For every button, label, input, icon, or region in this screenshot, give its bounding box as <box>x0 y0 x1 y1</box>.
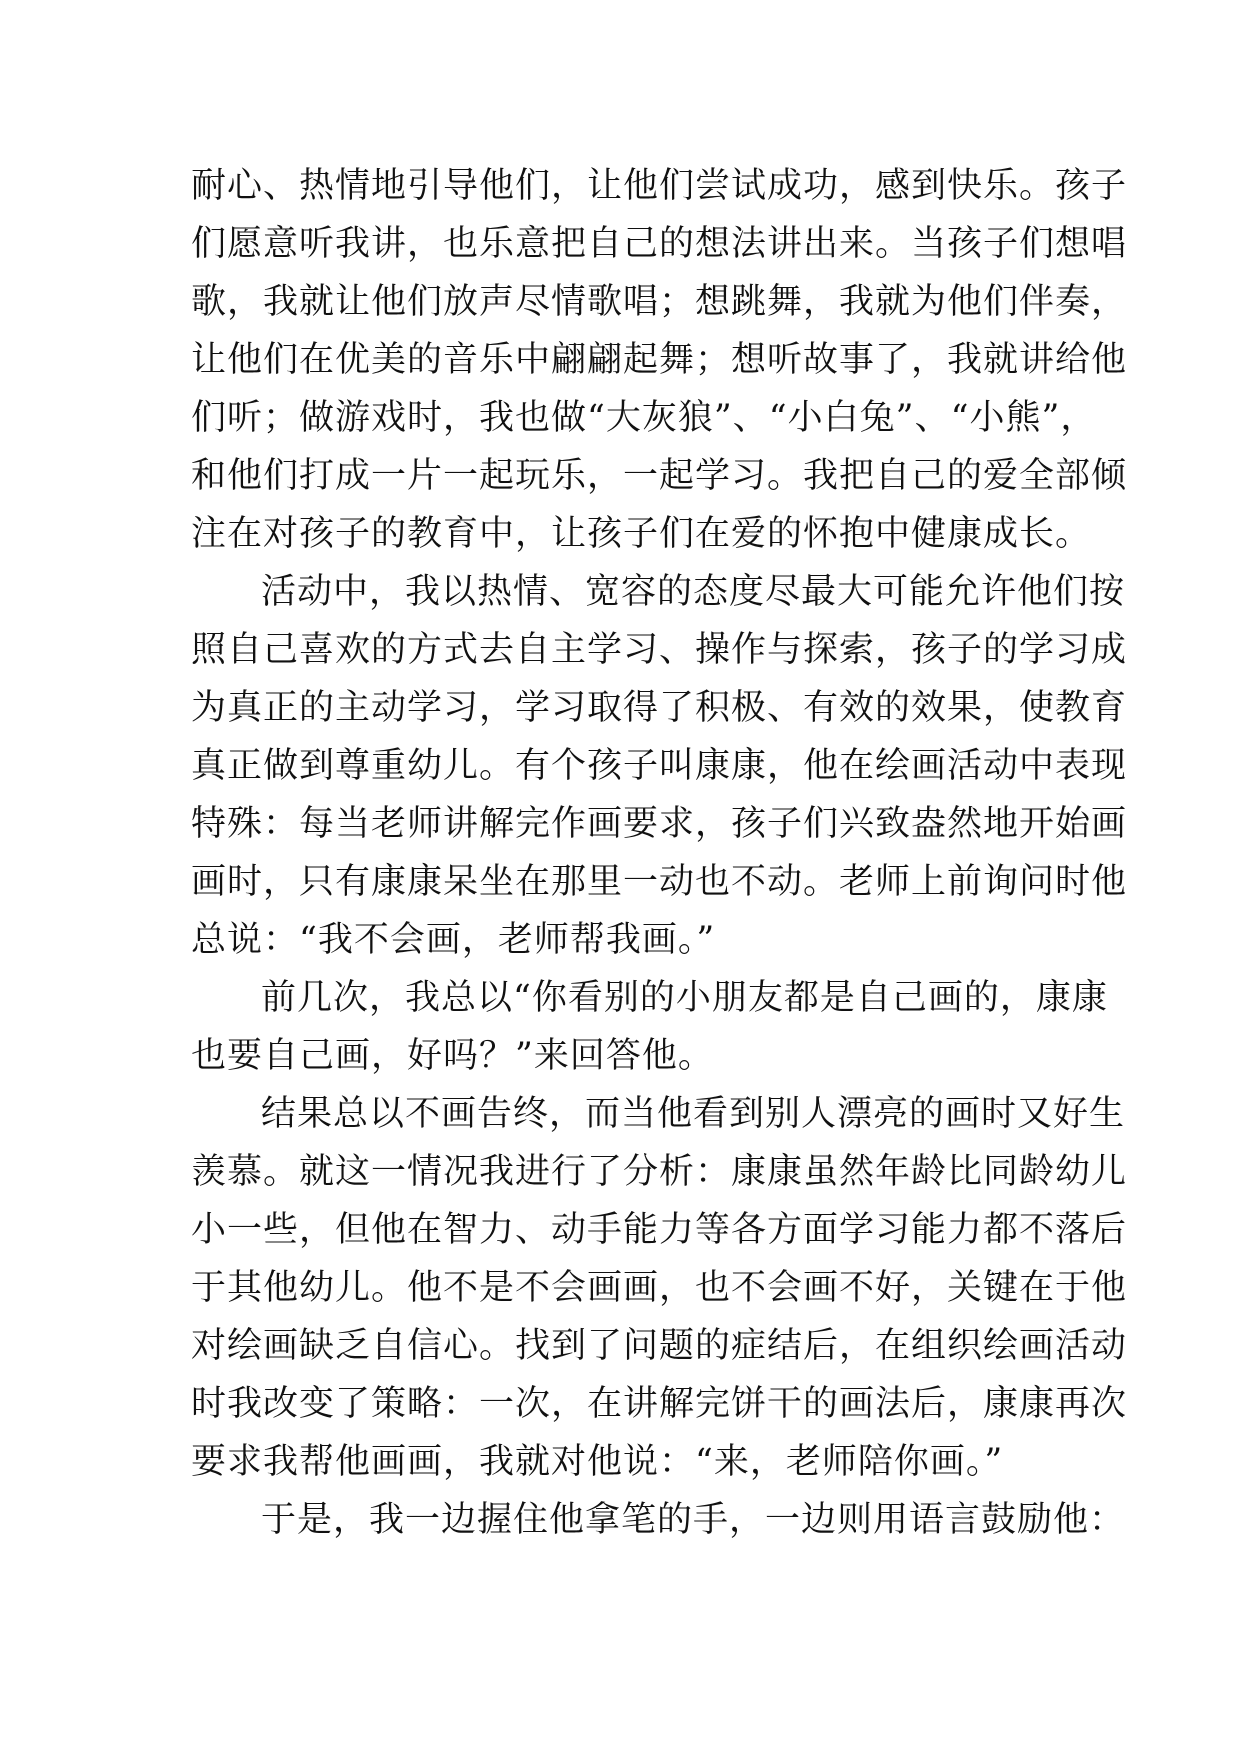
paragraph-3 <box>191 969 1108 1085</box>
text-line: 对绘画缺乏自信心。找到了问题的症结后，在组织绘画活动 <box>191 1326 1128 1366</box>
text-line: 特殊：每当老师讲解完作画要求，孩子们兴致盎然地开始画 <box>191 804 1128 844</box>
text-line: 于其他幼儿。他不是不会画画，也不会画不好，关键在于他 <box>191 1268 1128 1308</box>
paragraph-2 <box>191 563 1128 969</box>
text-line: 们愿意听我讲，也乐意把自己的想法讲出来。当孩子们想唱 <box>191 224 1128 264</box>
document-body <box>191 157 1128 1549</box>
paragraph-4 <box>191 1085 1128 1491</box>
text-line: 和他们打成一片一起玩乐，一起学习。我把自己的爱全部倾 <box>191 456 1128 496</box>
paragraph-5 <box>191 1491 1126 1549</box>
text-line: 们听；做游戏时，我也做“大灰狼”、“小白兔”、“小熊”， <box>191 398 1097 438</box>
text-line: 要求我帮他画画，我就对他说：“来，老师陪你画。” <box>191 1442 1004 1482</box>
text-line: 也要自己画，好吗？”来回答他。 <box>191 1036 714 1076</box>
paragraph-1 <box>191 157 1128 563</box>
text-line: 画时，只有康康呆坐在那里一动也不动。老师上前询问时他 <box>191 862 1128 902</box>
text-line: 总说：“我不会画，老师帮我画。” <box>191 920 716 960</box>
text-line: 歌，我就让他们放声尽情歌唱；想跳舞，我就为他们伴奏， <box>191 282 1128 322</box>
text-line: 活动中，我以热情、宽容的态度尽最大可能允许他们按 <box>261 572 1126 612</box>
text-line: 为真正的主动学习，学习取得了积极、有效的效果，使教育 <box>191 688 1128 728</box>
text-line: 前几次，我总以“你看别的小朋友都是自己画的，康康 <box>261 978 1108 1018</box>
text-line: 于是，我一边握住他拿笔的手，一边则用语言鼓励他： <box>261 1500 1126 1540</box>
text-line: 照自己喜欢的方式去自主学习、操作与探索，孩子的学习成 <box>191 630 1128 670</box>
text-line: 耐心、热情地引导他们，让他们尝试成功，感到快乐。孩子 <box>191 166 1128 206</box>
text-line: 让他们在优美的音乐中翩翩起舞；想听故事了，我就讲给他 <box>191 340 1128 380</box>
text-line: 注在对孩子的教育中，让孩子们在爱的怀抱中健康成长。 <box>191 514 1092 554</box>
text-line: 小一些，但他在智力、动手能力等各方面学习能力都不落后 <box>191 1210 1128 1250</box>
text-line: 真正做到尊重幼儿。有个孩子叫康康，他在绘画活动中表现 <box>191 746 1128 786</box>
text-line: 时我改变了策略：一次，在讲解完饼干的画法后，康康再次 <box>191 1384 1128 1424</box>
text-line: 羡慕。就这一情况我进行了分析：康康虽然年龄比同龄幼儿 <box>191 1152 1128 1192</box>
text-line: 结果总以不画告终，而当他看到别人漂亮的画时又好生 <box>261 1094 1126 1134</box>
